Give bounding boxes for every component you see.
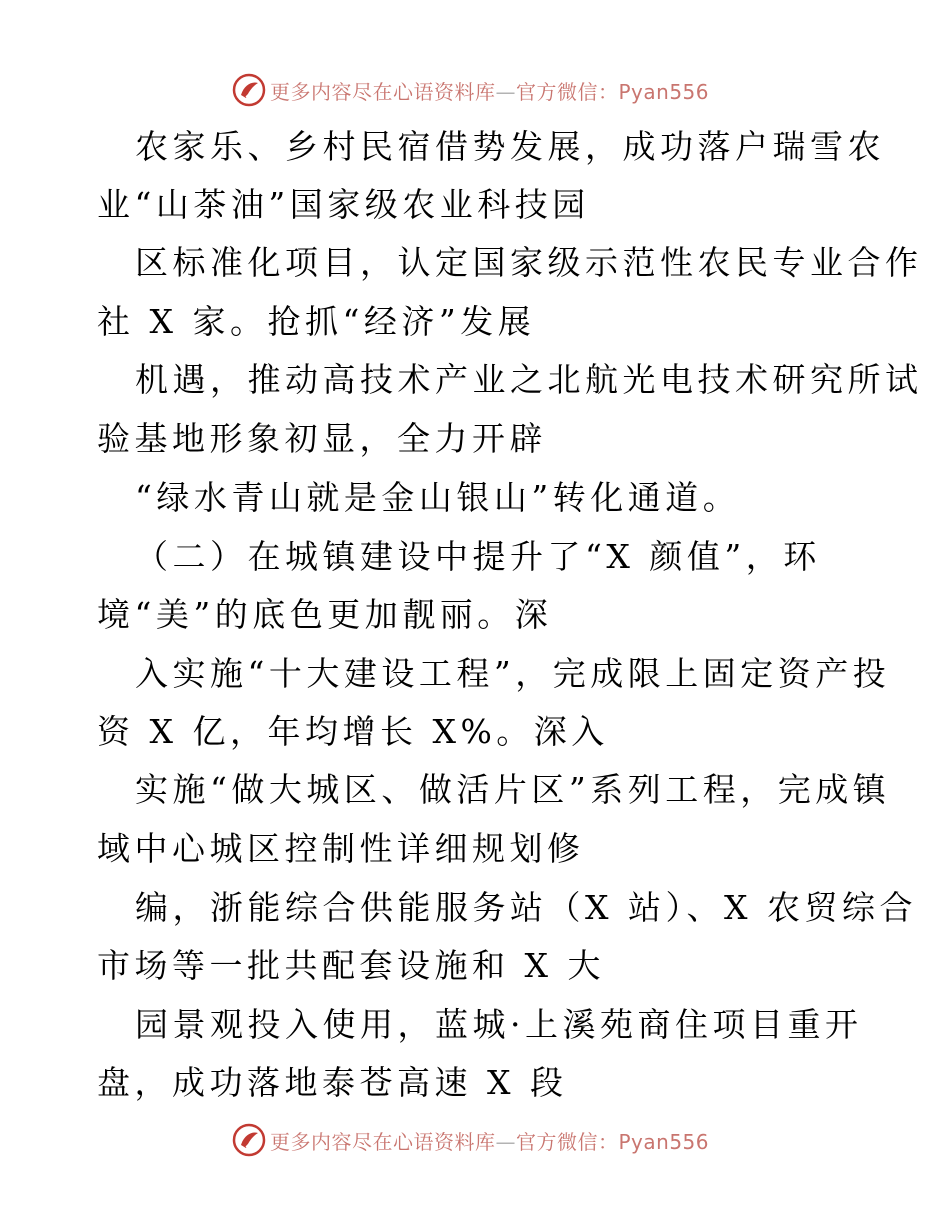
watermark-main: 更多内容尽在心语资料库 — [270, 79, 496, 104]
text-line-9: 境“美”的底色更加靓丽。深 — [97, 595, 553, 634]
text-line-16: 园景观投入使用，蓝城·上溪苑商住项目重开 — [135, 1005, 863, 1044]
logo-seal-icon — [232, 73, 266, 107]
watermark-separator: — — [495, 79, 516, 104]
text-line-1: 农家乐、乡村民宿借势发展，成功落户瑞雪农 — [135, 127, 885, 166]
watermark-main: 更多内容尽在心语资料库 — [270, 1129, 496, 1154]
text-line-5: 机遇，推动高技术产业之北航光电技术研究所试 — [135, 360, 923, 399]
text-line-15: 市场等一批共配套设施和 X 大 — [97, 946, 605, 985]
watermark-id: Pyan556 — [618, 1129, 710, 1154]
text-line-14: 编，浙能综合供能服务站（X 站）、X 农贸综合 — [135, 888, 917, 927]
text-line-2: 业“山茶油”国家级农业科技园 — [97, 185, 590, 224]
watermark-header — [232, 70, 709, 110]
text-line-12: 实施“做大城区、做活片区”系列工程，完成镇 — [135, 770, 891, 809]
watermark-separator: — — [495, 1129, 516, 1154]
text-line-8: （二）在城镇建设中提升了“X 颜值”，环 — [135, 537, 821, 576]
text-line-6: 验基地形象初显，全力开辟 — [97, 419, 547, 458]
watermark-label: 官方微信： — [516, 1129, 619, 1154]
text-line-7: “绿水青山就是金山银山”转化通道。 — [135, 478, 741, 517]
watermark-label: 官方微信： — [516, 79, 619, 104]
text-line-11: 资 X 亿，年均增长 X%。深入 — [97, 712, 609, 751]
watermark-text — [270, 76, 709, 105]
text-line-13: 域中心城区控制性详细规划修 — [97, 829, 585, 868]
text-line-10: 入实施“十大建设工程”，完成限上固定资产投 — [135, 654, 891, 693]
watermark-id: Pyan556 — [618, 79, 710, 104]
watermark-text — [270, 1126, 709, 1155]
watermark-footer — [232, 1120, 709, 1160]
text-line-3: 区标准化项目，认定国家级示范性农民专业合作 — [135, 243, 923, 282]
text-line-4: 社 X 家。抢抓“经济”发展 — [97, 302, 536, 341]
text-line-17: 盘，成功落地泰苍高速 X 段 — [97, 1063, 568, 1102]
logo-seal-icon — [232, 1123, 266, 1157]
